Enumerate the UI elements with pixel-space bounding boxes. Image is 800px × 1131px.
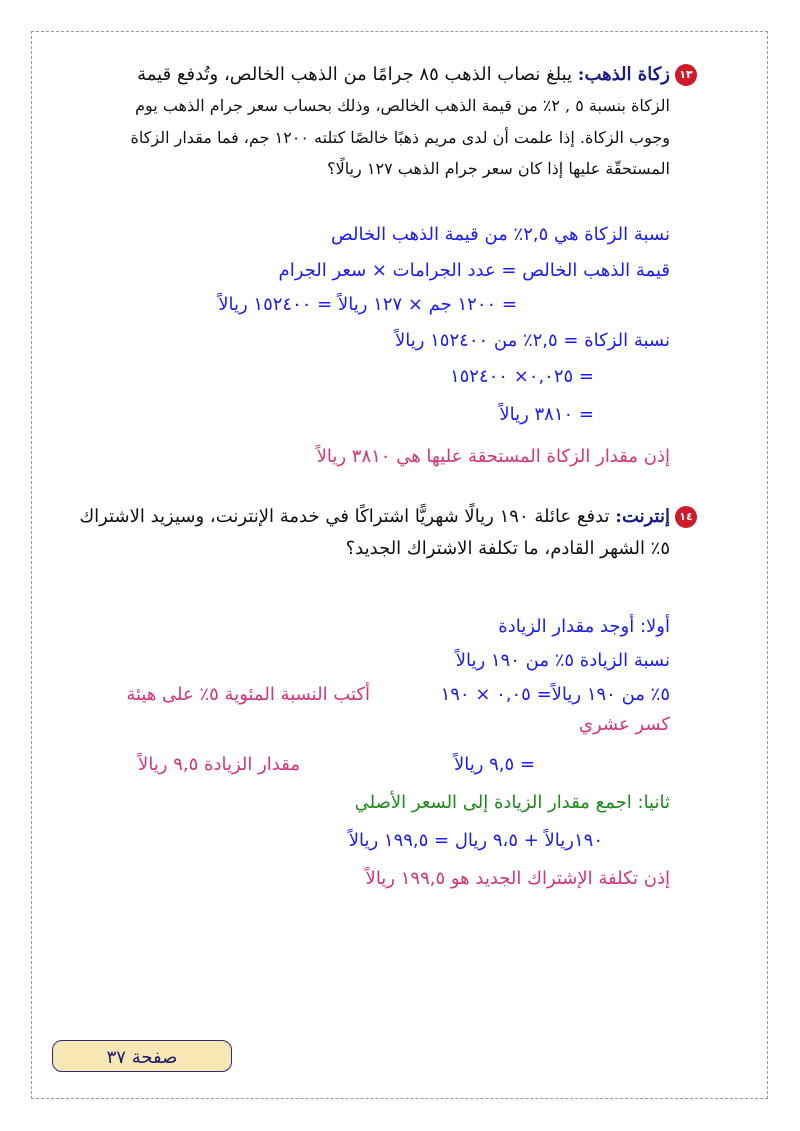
page-number-tab xyxy=(52,1040,232,1072)
page-number-label: صفحة ٣٧ xyxy=(106,1047,178,1068)
problem-13-line-3: وجوب الزكاة. إذا علمت أن لدى مريم ذهبًا خالصًا كتلته ١٢٠٠ جم، فما مقدار الزكاة xyxy=(130,128,670,147)
solution-14-note-2: مقدار الزيادة ٩,٥ ريالاً xyxy=(138,754,300,775)
solution-13-step-3: = ١٢٠٠ جم × ١٢٧ ريالاً = ١٥٢٤٠٠ ريالاً xyxy=(218,294,517,315)
problem-14-line-1-text: تدفع عائلة ١٩٠ ريالًا شهريًّا اشتراكًا في خدمة الإنترنت، وسيزيد الاشتراك xyxy=(79,506,610,527)
solution-13-step-4: نسبة الزكاة = ٢,٥٪ من ١٥٢٤٠٠ ريالاً xyxy=(394,330,670,351)
problem-13-heading: زكاة الذهب: xyxy=(577,64,670,85)
page-frame xyxy=(31,31,768,1099)
solution-14-note-1a: أكتب النسبة المئوية ٥٪ على هيئة xyxy=(126,684,370,705)
problem-14-line-2: ٥٪ الشهر القادم، ما تكلفة الاشتراك الجديد؟ xyxy=(345,538,670,559)
solution-13-conclusion: إذن مقدار الزكاة المستحقة عليها هي ٣٨١٠ ريالاً xyxy=(316,446,670,467)
solution-14-note-1b: كسر عشري xyxy=(578,714,670,735)
problem-13-number-badge: ١٣ xyxy=(675,64,697,86)
solution-14-calc-1: ٥٪ من ١٩٠ ريالاً= ٠,٠٥ × ١٩٠ xyxy=(440,684,670,705)
solution-13-step-2: قيمة الذهب الخالص = عدد الجرامات × سعر الجرام xyxy=(278,260,670,281)
solution-14-step-2-heading: ثانيا: اجمع مقدار الزيادة إلى السعر الأصلي xyxy=(354,792,670,813)
problem-13-line-4: المستحقّة عليها إذا كان سعر جرام الذهب ١٢٧ ريالًا؟ xyxy=(327,159,670,178)
solution-14-calc-2: = ٩,٥ ريالاً xyxy=(453,754,535,775)
problem-13-line-1 xyxy=(137,66,670,84)
solution-13-step-5: = ٠,٠٢٥× ١٥٢٤٠٠ xyxy=(449,366,594,387)
solution-13-step-1: نسبة الزكاة هي ٢,٥٪ من قيمة الذهب الخالص xyxy=(331,224,670,245)
problem-13-line-2: الزكاة بنسبة ٥ , ٢٪ من قيمة الذهب الخالص، وذلك بحساب سعر جرام الذهب يوم xyxy=(135,96,670,115)
solution-14-conclusion: إذن تكلفة الإشتراك الجديد هو ١٩٩,٥ ريالاً xyxy=(365,868,670,889)
problem-14-line-1 xyxy=(79,508,670,526)
solution-14-step-1: أولا: أوجد مقدار الزيادة xyxy=(498,616,670,637)
solution-14-step-2: نسبة الزيادة ٥٪ من ١٩٠ ريالاً xyxy=(455,650,670,671)
solution-14-sum: ١٩٠ريالاً + ٩،٥ ريال = ١٩٩,٥ ريالاً xyxy=(348,830,603,851)
problem-14-heading: إنترنت: xyxy=(615,506,670,527)
solution-13-step-6: = ٣٨١٠ ريالاً xyxy=(499,404,594,425)
problem-14-number-badge: ١٤ xyxy=(675,506,697,528)
problem-13-line-1-text: يبلغ نصاب الذهب ٨٥ جرامًا من الذهب الخالص، وتُدفع قيمة xyxy=(137,64,573,85)
